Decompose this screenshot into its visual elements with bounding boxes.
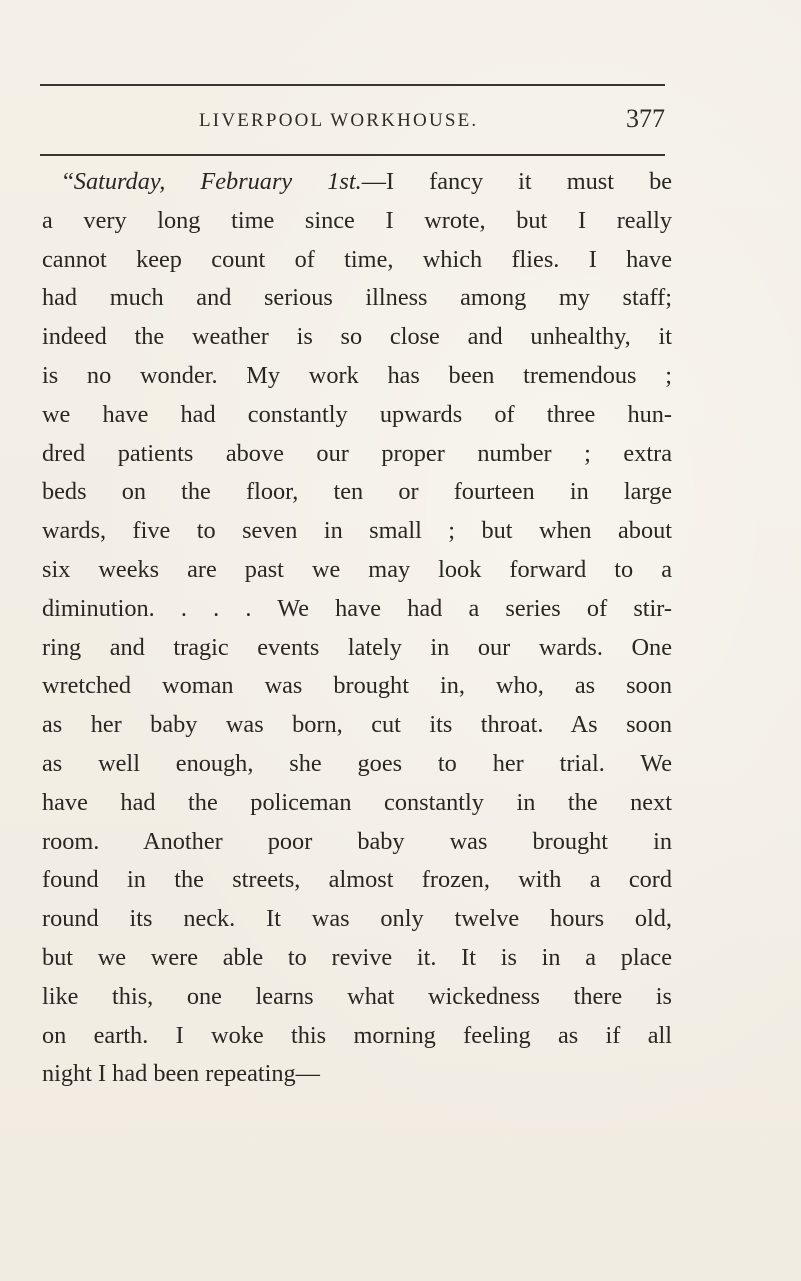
- text-line-14: wretched woman was brought in, who, as soon: [42, 672, 672, 700]
- text-line-23: on earth. I woke this morning feeling as if all: [42, 1021, 672, 1049]
- page-number: 377: [626, 104, 665, 133]
- text-line-12: diminution. . . . We have had a series of stir-: [42, 594, 672, 622]
- text-line-4: had much and serious illness among my staff;: [42, 284, 672, 312]
- header-bottom-rule: [40, 154, 665, 156]
- running-title: LIVERPOOL WORKHOUSE.: [199, 110, 479, 131]
- first-line-text: —I fancy it must be: [361, 168, 672, 195]
- body-text: [42, 163, 672, 1094]
- text-line-10: wards, five to seven in small ; but when about: [42, 517, 672, 545]
- text-line-9: beds on the floor, ten or fourteen in large: [42, 478, 672, 506]
- text-line-18: room. Another poor baby was brought in: [42, 827, 672, 855]
- text-line-16: as well enough, she goes to her trial. We: [42, 749, 672, 777]
- text-line-20: round its neck. It was only twelve hours old,: [42, 905, 672, 933]
- opening-quote: “: [63, 168, 74, 195]
- date-heading: Saturday, February 1st.: [73, 168, 362, 195]
- text-line-13: ring and tragic events lately in our wards. One: [42, 633, 672, 661]
- text-line-19: found in the streets, almost frozen, with a cord: [42, 866, 672, 894]
- text-line-2: a very long time since I wrote, but I really: [42, 206, 672, 234]
- text-line-3: cannot keep count of time, which flies. I have: [42, 245, 672, 273]
- text-line-21: but we were able to revive it. It is in a place: [42, 943, 672, 971]
- text-line-1: [42, 163, 672, 202]
- text-line-24: night I had been repeating—: [42, 1060, 320, 1088]
- text-line-6: is no wonder. My work has been tremendous ;: [42, 361, 672, 389]
- text-line-15: as her baby was born, cut its throat. As soon: [42, 711, 672, 739]
- text-line-22: like this, one learns what wickedness there is: [42, 982, 672, 1010]
- text-line-8: dred patients above our proper number ; extra: [42, 439, 672, 467]
- text-line-5: indeed the weather is so close and unhealthy, it: [42, 323, 672, 351]
- running-head: [40, 96, 665, 140]
- text-line-17: have had the policeman constantly in the next: [42, 788, 672, 816]
- text-line-11: six weeks are past we may look forward to a: [42, 555, 672, 583]
- header-top-rule: [40, 84, 665, 86]
- text-line-7: we have had constantly upwards of three hun-: [42, 400, 672, 428]
